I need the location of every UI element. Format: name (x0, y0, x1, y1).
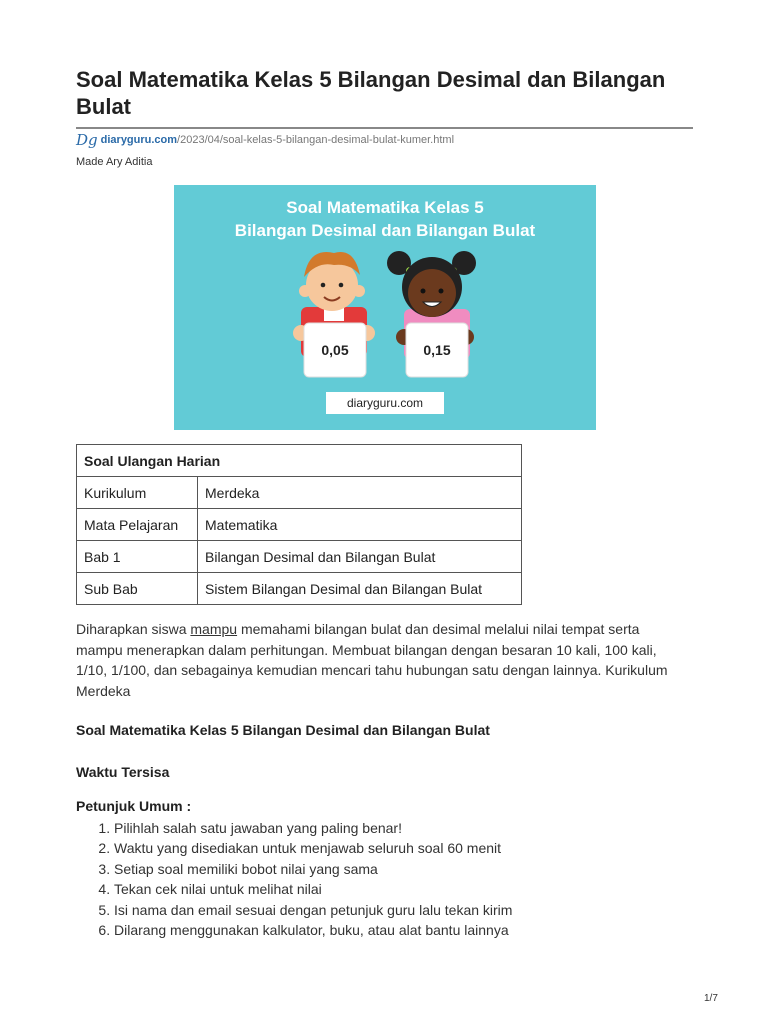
list-item: 1. Pilihlah salah satu jawaban yang paling benar! (114, 818, 674, 838)
page-title: Soal Matematika Kelas 5 Bilangan Desimal dan Bilangan Bulat (76, 67, 666, 119)
table-row (77, 477, 522, 509)
card-right-value: 0,15 (423, 342, 451, 358)
table-key: Sub Bab (77, 573, 198, 605)
table-value: Sistem Bilangan Desimal dan Bilangan Bulat (198, 573, 522, 605)
intro-text-before: Diharapkan siswa (76, 621, 191, 637)
hero-site-label: diaryguru.com (326, 392, 444, 414)
hero-title-line1: Soal Matematika Kelas 5 (286, 198, 484, 217)
girl-figure (387, 251, 476, 377)
table-heading: Soal Ulangan Harian (77, 445, 522, 477)
list-item: 5. Isi nama dan email sesuai dengan petunjuk guru lalu tekan kirim (114, 900, 674, 920)
source-domain: diaryguru.com (100, 134, 178, 146)
source-link[interactable] (101, 134, 454, 146)
table-key: Mata Pelajaran (77, 509, 198, 541)
page-number: 1/7 (704, 993, 718, 1004)
table-heading-row (77, 445, 522, 477)
instructions-label: Petunjuk Umum : (76, 798, 192, 814)
intro-paragraph (76, 619, 676, 701)
source-path: /2023/04/soal-kelas-5-bilangan-desimal-bulat-kumer.html (177, 134, 455, 146)
boy-figure (293, 252, 375, 377)
table-key: Bab 1 (77, 541, 198, 573)
list-item: 4. Tekan cek nilai untuk melihat nilai (114, 879, 674, 899)
table-row (77, 573, 522, 605)
source-line (76, 133, 454, 147)
list-item: 6. Dilarang menggunakan kalkulator, buku, atau alat bantu lainnya (114, 920, 674, 940)
author-name: Made Ary Aditia (76, 156, 153, 168)
site-logo-icon: Dg (76, 131, 98, 149)
table-row (77, 541, 522, 573)
table-key: Kurikulum (77, 477, 198, 509)
table-value: Matematika (198, 509, 522, 541)
table-value: Bilangan Desimal dan Bilangan Bulat (198, 541, 522, 573)
list-item: 2. Waktu yang disediakan untuk menjawab seluruh soal 60 menit (114, 838, 674, 858)
table-row (77, 509, 522, 541)
intro-text-after: memahami bilangan bulat dan desimal melalui nilai tempat serta mampu menerapkan dalam perhitungan. Membuat bilangan dengan besaran 10 kali, 100 kali, 1/10, 1/100, dan sebagainya kemudian mencari tahu hubungan satu dengan lainnya. Kurikulum Merdeka (76, 621, 668, 699)
hero-title-line2: Bilangan Desimal dan Bilangan Bulat (234, 221, 536, 240)
instructions-list (76, 818, 674, 940)
info-table (76, 444, 522, 605)
list-item: 3. Setiap soal memiliki bobot nilai yang sama (114, 859, 674, 879)
hero-image (174, 185, 596, 430)
time-remaining-label: Waktu Tersisa (76, 764, 170, 780)
title-divider (76, 127, 693, 129)
intro-link-mampu[interactable]: mampu (190, 621, 238, 637)
section-title: Soal Matematika Kelas 5 Bilangan Desimal dan Bilangan Bulat (76, 722, 490, 738)
table-value: Merdeka (198, 477, 522, 509)
card-left-value: 0,05 (321, 342, 349, 358)
